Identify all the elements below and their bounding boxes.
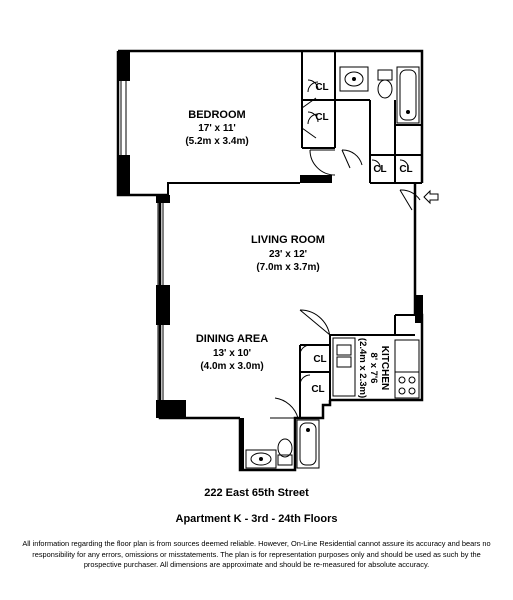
- dining-dim-m: (4.0m x 3.0m): [200, 361, 264, 372]
- closet-label: CL: [315, 82, 329, 93]
- windows: [121, 81, 163, 400]
- wall-columns: [118, 51, 423, 470]
- bedroom-dim-ft: 17' x 11': [198, 123, 236, 134]
- apartment-title: Apartment K - 3rd - 24th Floors: [175, 513, 338, 525]
- kitchen-label: [357, 338, 390, 398]
- address: 222 East 65th Street: [204, 487, 309, 499]
- dining-area-label: [196, 333, 268, 372]
- bottom-bathroom-fixtures: [246, 420, 319, 468]
- living-dim-m: (7.0m x 3.7m): [256, 262, 320, 273]
- living-name: LIVING ROOM: [251, 234, 325, 246]
- living-room-label: [251, 234, 325, 273]
- closet-label: CL: [373, 164, 387, 175]
- disclaimer: All information regarding the floor plan is from sources deemed reliable. However, On-Line Residential cannot assure its accuracy and bears no responsibility for any errors, omissions or misstatements. The plan is for representation purposes only and should be used as such by the prospective purchaser. All dimensions are approximate and should be re-measured for absolute accuracy.: [22, 539, 491, 569]
- kitchen-name: KITCHEN: [379, 345, 390, 391]
- closet-label: CL: [399, 164, 413, 175]
- closet-label: CL: [311, 384, 325, 395]
- dining-dim-ft: 13' x 10': [212, 348, 252, 359]
- top-bathroom-fixtures: [340, 67, 419, 123]
- kitchen-dim-m: (2.4m x 2.3m): [357, 337, 368, 399]
- kitchen-dim-ft: 8' x 7'6: [368, 352, 379, 384]
- closet-label: CL: [315, 112, 329, 123]
- bedroom-label: [185, 109, 248, 147]
- entry-arrow-icon: [424, 191, 438, 203]
- closet-label: CL: [313, 354, 327, 365]
- living-dim-ft: 23' x 12': [268, 249, 308, 260]
- bedroom-dim-m: (5.2m x 3.4m): [185, 136, 249, 147]
- dining-name: DINING AREA: [195, 333, 269, 345]
- bedroom-name: BEDROOM: [188, 109, 246, 121]
